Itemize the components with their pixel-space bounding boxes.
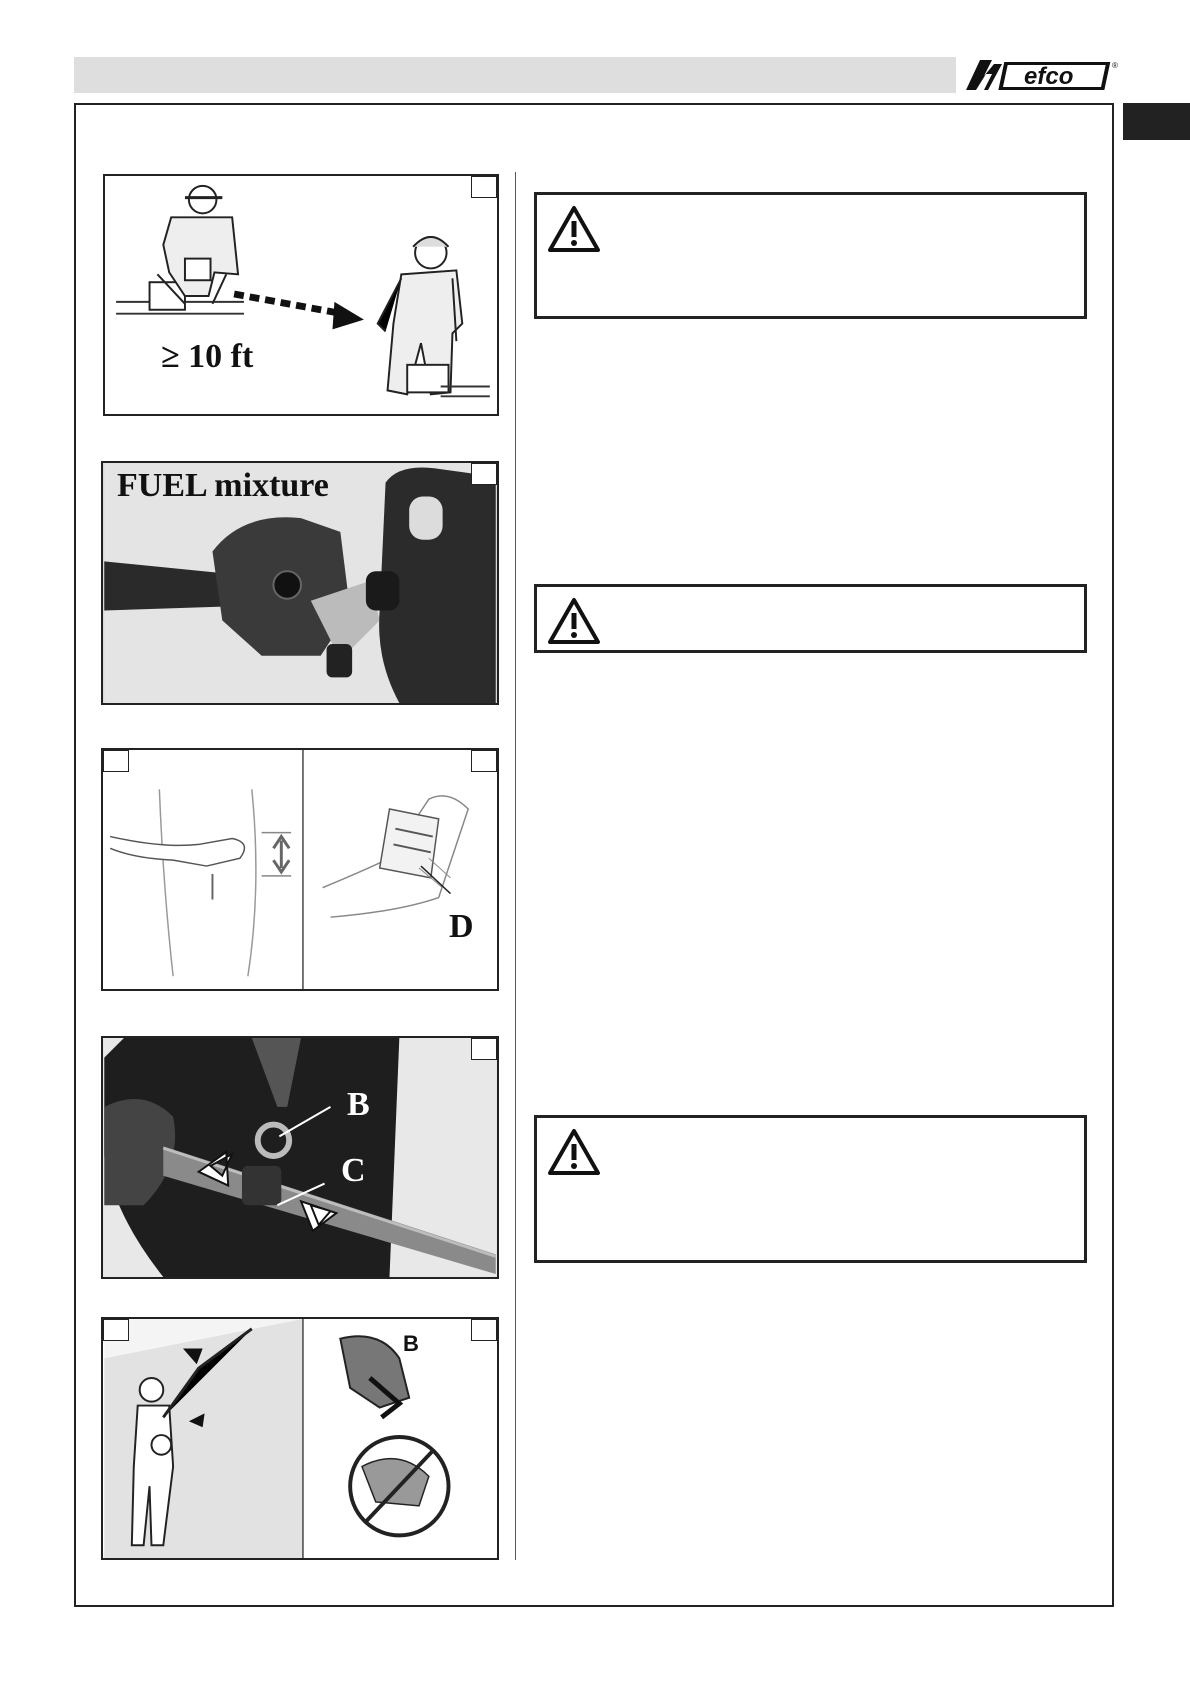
figure-hook-position <box>101 1036 499 1279</box>
column-divider <box>515 172 516 1560</box>
header-bar <box>74 57 956 93</box>
warning-box-1 <box>534 192 1087 319</box>
figure-operating-posture <box>101 1317 499 1560</box>
harness-adjustment-illustration <box>103 750 497 989</box>
hook-label-b: B <box>347 1086 370 1123</box>
figure-number-box-right <box>471 750 497 772</box>
figure-number-box-right <box>471 1319 497 1341</box>
efco-logo <box>962 54 1122 96</box>
warning-triangle-icon <box>547 205 601 253</box>
warning-box-2 <box>534 584 1087 653</box>
figure-fuel-mixture <box>101 461 499 705</box>
warning-triangle-icon <box>547 1128 601 1176</box>
posture-label-b: B <box>403 1331 419 1356</box>
warning-box-3 <box>534 1115 1087 1263</box>
figure-number-box-left <box>103 750 129 772</box>
distance-label: ≥ 10 ft <box>161 338 254 375</box>
registered-mark: ® <box>1112 61 1118 70</box>
fuel-mixture-label: FUEL mixture <box>117 467 329 504</box>
language-tab <box>1123 103 1190 140</box>
figure-number-box <box>471 176 497 198</box>
figure-number-box-left <box>103 1319 129 1341</box>
figure-number-box <box>471 463 497 485</box>
harness-label-d: D <box>449 908 474 945</box>
warning-triangle-icon <box>547 597 601 645</box>
operating-posture-illustration <box>103 1319 497 1558</box>
figure-harness-adjustment <box>101 748 499 991</box>
hook-label-c: C <box>341 1152 366 1189</box>
hook-position-photo <box>103 1038 497 1277</box>
figure-refuel-distance <box>103 174 499 416</box>
brand-text: efco <box>1024 63 1074 90</box>
refuel-distance-illustration <box>105 176 497 414</box>
figure-number-box <box>471 1038 497 1060</box>
